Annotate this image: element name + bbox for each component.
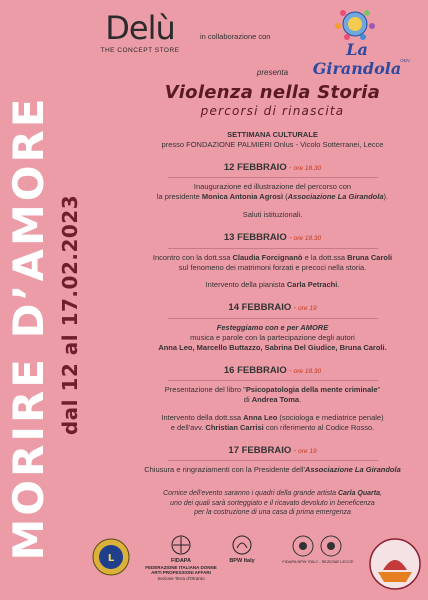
day-16-line: e dell'avv. Christian Carrisi con riferimento al Codice Rosso. xyxy=(170,422,375,432)
vertical-dates: dal 12 al 17.02.2023 xyxy=(58,194,82,436)
bpw-logo: BPW Italy xyxy=(216,534,268,564)
day-13-date: 13 FEBBRAIO xyxy=(223,232,287,244)
bpw-emblem-icon xyxy=(231,534,253,556)
day-16-line: Presentazione del libro "Psicopatologia della mente criminale" xyxy=(164,385,381,395)
main-title: Violenza nella Storia xyxy=(164,81,381,103)
collab-text: in collaborazione con xyxy=(200,32,271,41)
day-12-line: Inaugurazione ed illustrazione del percorso con xyxy=(193,182,352,192)
day-16-line: di Andrea Toma. xyxy=(243,394,302,404)
day-14-header: 14 FEBBRAIO - ore 19 xyxy=(228,302,317,314)
day-14-line: musica e parole con la partecipazione degli autori xyxy=(190,332,355,342)
main-subtitle: percorsi di rinascita xyxy=(200,104,345,119)
venue-text: presso FONDAZIONE PALMIERI Onlus - Vicolo Sotterranei, Lecce xyxy=(161,140,384,150)
divider xyxy=(168,318,378,319)
hands-globe-icon xyxy=(332,6,378,42)
day-14-date: 14 FEBBRAIO xyxy=(228,302,292,314)
fidapa-lecce-logo: FIDAPA BPW ITALY - SEZIONE LECCE xyxy=(272,534,364,564)
day-13-header: 13 FEBBRAIO - ore 18.30 xyxy=(223,232,322,244)
day-14-line: Festeggiamo con e per AMORE xyxy=(216,322,329,332)
program-content xyxy=(120,68,425,518)
day-17-date: 17 FEBBRAIO xyxy=(228,444,292,456)
day-17 xyxy=(120,445,425,475)
day-12-date: 12 FEBBRAIO xyxy=(223,161,287,173)
settimana-label: SETTIMANA CULTURALE xyxy=(227,130,318,140)
day-12-header: 12 FEBBRAIO - ore 18.30 xyxy=(223,161,322,173)
girandola-sub: ODV xyxy=(400,58,410,63)
delu-brand: Delù xyxy=(105,9,175,47)
angeli-emblem-icon xyxy=(368,536,422,592)
divider xyxy=(168,380,378,381)
day-12-line: Saluti istituzionali. xyxy=(242,210,303,220)
day-14 xyxy=(120,302,425,352)
day-13 xyxy=(120,232,425,290)
sponsor-logos xyxy=(92,534,422,596)
svg-text:L: L xyxy=(107,553,115,564)
day-17-header: 17 FEBBRAIO - ore 19 xyxy=(228,444,317,456)
lions-club-icon xyxy=(92,538,130,576)
day-12 xyxy=(120,162,425,220)
angeli-logo xyxy=(368,536,422,592)
day-13-line: Incontro con la dott.ssa Claudia Forcignanò e la dott.ssa Bruna Caroli xyxy=(152,252,393,262)
day-14-line: Anna Leo, Marcello Buttazzo, Sabrina Del Giudice, Bruna Caroli. xyxy=(158,342,387,352)
presenta-text: presenta xyxy=(256,68,289,77)
divider xyxy=(168,248,378,249)
day-13-line: sul fenomeno dei matrimoni forzati e precoci nella storia. xyxy=(178,262,367,272)
divider xyxy=(168,460,378,461)
day-13-line: Intervento della pianista Carla Petrachi. xyxy=(205,280,340,290)
delu-logo xyxy=(95,9,185,54)
girandola-logo xyxy=(302,6,412,78)
vertical-title: MORIRE D’AMORE xyxy=(4,95,53,561)
fidapa-emblem-icon xyxy=(170,534,192,556)
day-13-time: ore 18.30 xyxy=(293,235,322,243)
day-16-header: 16 FEBBRAIO - ore 18.30 xyxy=(223,364,322,376)
fidapa-logo: FIDAPA FEDERAZIONE ITALIANA DONNE ARTI PROFESSIONI AFFARI Sezione Terra d'Otranto xyxy=(140,534,222,581)
delu-sub: THE CONCEPT STORE xyxy=(100,47,180,54)
closing-note: Cornice dell'evento saranno i quadri della grande artista Carla Quarta, uno dei quali sarà sorteggiato e il ricavato devoluto in beneficenza per la costruzione di una casa di prima emergenza xyxy=(163,490,382,517)
day-16-line: Intervento della dott.ssa Anna Leo (sociologa e mediatrice penale) xyxy=(161,412,384,422)
day-14-time: ore 19 xyxy=(298,305,317,313)
day-16 xyxy=(120,365,425,433)
day-12-time: ore 18.30 xyxy=(293,164,322,172)
girandola-name: La Girandola xyxy=(312,40,402,78)
fidapa-lecce-emblem-icon xyxy=(283,534,353,558)
day-17-time: ore 19 xyxy=(298,447,317,455)
day-16-date: 16 FEBBRAIO xyxy=(223,364,287,376)
divider xyxy=(168,177,378,178)
day-16-time: ore 18.30 xyxy=(293,367,322,375)
day-12-line: la presidente Monica Antonia Agrosì (Associazione La Girandola). xyxy=(156,192,389,202)
day-17-line: Chiusura e ringraziamenti con la Presidente dell'Associazione La Girandola xyxy=(144,465,401,475)
